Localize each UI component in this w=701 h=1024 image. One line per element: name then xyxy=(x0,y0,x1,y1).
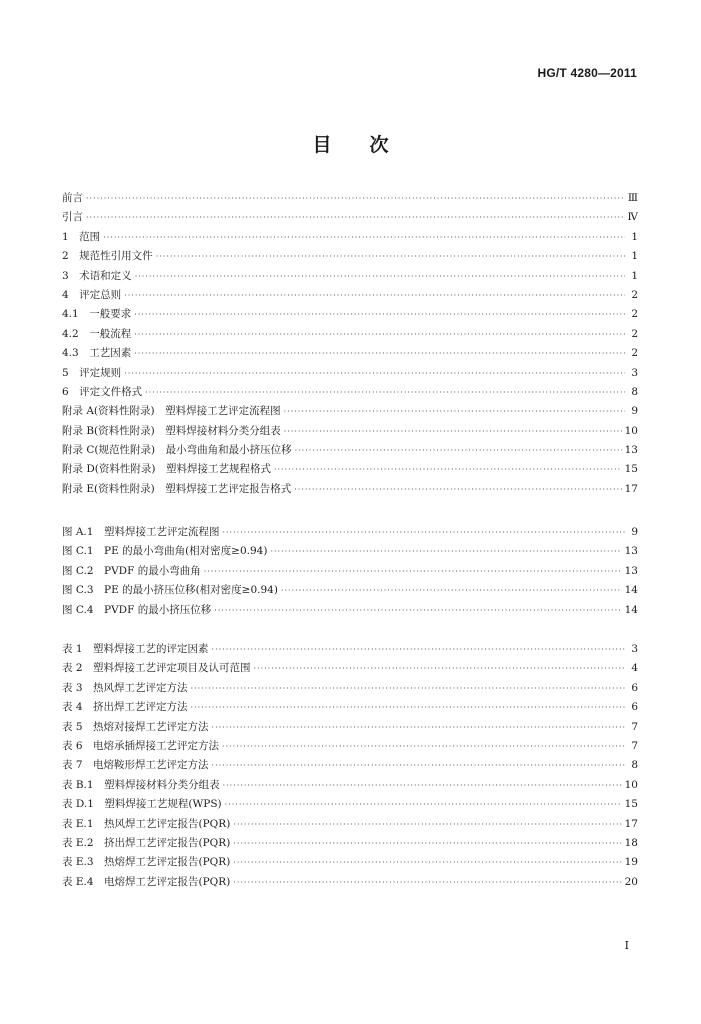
dot-leader xyxy=(281,586,622,595)
dot-leader xyxy=(233,839,621,848)
toc-entry xyxy=(62,835,638,854)
toc-entry xyxy=(62,524,638,543)
toc-entry-page: 7 xyxy=(631,720,638,733)
dot-leader xyxy=(204,567,622,576)
toc-entry xyxy=(62,190,638,209)
dot-leader xyxy=(124,369,625,378)
toc-entry-page: 9 xyxy=(631,405,638,418)
toc-entry-label: 附录 A(资料性附录) 塑料焊接工艺评定流程图 xyxy=(62,405,281,418)
standard-code: HG/T 4280—2011 xyxy=(537,66,637,80)
toc-entry-label: 图 C.4 PVDF 的最小挤压位移 xyxy=(62,603,212,616)
page-title: 目次 xyxy=(312,134,427,156)
dot-leader xyxy=(86,194,625,203)
toc-entry xyxy=(62,403,638,422)
toc-entry-label: 表 D.1 塑料焊接工艺规程(WPS) xyxy=(62,798,222,811)
toc-entry-page: 17 xyxy=(624,482,638,495)
toc-entry-page: 6 xyxy=(631,681,638,694)
toc-entry-page: 2 xyxy=(631,327,638,340)
page-number: I xyxy=(624,939,629,952)
toc-entry-page: 6 xyxy=(631,701,638,714)
toc-entry-page: 2 xyxy=(631,347,638,360)
toc-entry-label: 表 E.1 热风焊工艺评定报告(PQR) xyxy=(62,817,231,830)
dot-leader xyxy=(191,684,625,693)
toc-entry-page: 20 xyxy=(624,875,638,888)
toc-entry-page: 8 xyxy=(631,385,638,398)
toc-entry xyxy=(62,757,638,776)
toc-entry xyxy=(62,738,638,757)
toc-figures xyxy=(62,524,638,621)
toc-entry-page: 2 xyxy=(631,308,638,321)
toc-entry xyxy=(62,582,638,601)
toc-entry-label: 图 C.1 PE 的最小弯曲角(相对密度≥0.94) xyxy=(62,545,268,558)
toc-entry-page: 7 xyxy=(631,739,638,752)
toc-entry-page: 19 xyxy=(624,856,638,869)
dot-leader xyxy=(212,723,625,732)
toc-entry xyxy=(62,461,638,480)
toc-entry-label: 表 2 塑料焊接工艺评定项目及认可范围 xyxy=(62,662,251,675)
toc-entry-label: 附录 C(规范性附录) 最小弯曲角和最小挤压位移 xyxy=(62,444,292,457)
toc-entry-label: 1 范围 xyxy=(62,230,101,243)
toc-entry xyxy=(62,563,638,582)
toc-entry-page: Ⅲ xyxy=(627,192,638,204)
toc-entry-label: 6 评定文件格式 xyxy=(62,385,143,398)
toc-entry xyxy=(62,209,638,228)
toc-entry-label: 5 评定规则 xyxy=(62,366,122,379)
toc-entry xyxy=(62,641,638,660)
dot-leader xyxy=(270,547,621,556)
toc-entry xyxy=(62,854,638,873)
toc-entry xyxy=(62,777,638,796)
toc-entry xyxy=(62,816,638,835)
toc-tables xyxy=(62,641,638,893)
toc-entry-page: 13 xyxy=(624,564,638,577)
dot-leader xyxy=(134,349,625,358)
toc-entry xyxy=(62,481,638,500)
toc-entry xyxy=(62,423,638,442)
dot-leader xyxy=(212,761,625,770)
dot-leader xyxy=(233,820,621,829)
toc-entry-page: 15 xyxy=(624,798,638,811)
toc-entry-page: 13 xyxy=(624,545,638,558)
dot-leader xyxy=(225,800,622,809)
toc-entry-label: 表 4 挤出焊工艺评定方法 xyxy=(62,701,188,714)
toc-entry-page: 15 xyxy=(624,463,638,476)
toc-entry-page: Ⅳ xyxy=(627,211,638,224)
dot-leader xyxy=(214,606,621,615)
dot-leader xyxy=(212,645,625,654)
toc-entry xyxy=(62,268,638,287)
dot-leader xyxy=(145,388,625,397)
toc-entry-label: 附录 D(资料性附录) 塑料焊接工艺规程格式 xyxy=(62,463,271,476)
toc-entry-label: 4.3 工艺因素 xyxy=(62,347,132,360)
toc-entry-page: 1 xyxy=(631,250,638,263)
toc-entry-label: 表 7 电熔鞍形焊工艺评定方法 xyxy=(62,759,209,772)
dot-leader xyxy=(134,330,625,339)
toc-entry-page: 14 xyxy=(624,584,638,597)
toc-entry-page: 8 xyxy=(631,759,638,772)
toc-entry xyxy=(62,306,638,325)
toc-entry-label: 4.2 一般流程 xyxy=(62,327,132,340)
toc-entry-page: 4 xyxy=(631,662,638,675)
toc-entry-label: 附录 E(资料性附录) 塑料焊接工艺评定报告格式 xyxy=(62,482,292,495)
toc-entry-label: 图 C.2 PVDF 的最小弯曲角 xyxy=(62,564,201,577)
toc-entry xyxy=(62,602,638,621)
dot-leader xyxy=(233,858,621,867)
dot-leader xyxy=(284,427,622,436)
toc-entry-page: 14 xyxy=(624,603,638,616)
toc-entry-page: 3 xyxy=(631,366,638,379)
toc-entry-page: 1 xyxy=(631,269,638,282)
toc-entry-label: 4.1 一般要求 xyxy=(62,308,132,321)
toc-entry-label: 表 3 热风焊工艺评定方法 xyxy=(62,681,188,694)
toc-entry-label: 表 5 热熔对接焊工艺评定方法 xyxy=(62,720,209,733)
toc-entry xyxy=(62,543,638,562)
toc-entry-label: 表 1 塑料焊接工艺的评定因素 xyxy=(62,643,209,655)
toc-entry xyxy=(62,680,638,699)
toc-entry xyxy=(62,345,638,364)
toc-entry xyxy=(62,699,638,718)
toc-entry-page: 1 xyxy=(631,230,638,243)
toc-entry-label: 表 B.1 塑料焊接材料分类分组表 xyxy=(62,778,220,791)
dot-leader xyxy=(156,252,625,261)
toc-entry-page: 13 xyxy=(624,444,638,457)
toc-entry-label: 附录 B(资料性附录) 塑料焊接材料分类分组表 xyxy=(62,424,281,437)
toc-entry-label: 表 E.3 热熔焊工艺评定报告(PQR) xyxy=(62,856,231,869)
toc-entry-label: 4 评定总则 xyxy=(62,288,122,301)
toc-entry xyxy=(62,442,638,461)
toc-entry xyxy=(62,229,638,248)
toc-entry-page: 18 xyxy=(624,836,638,849)
toc-entry xyxy=(62,660,638,679)
toc-entry-label: 3 术语和定义 xyxy=(62,269,132,282)
dot-leader xyxy=(103,233,625,242)
toc-entry xyxy=(62,719,638,738)
dot-leader xyxy=(223,781,622,790)
toc-entry-label: 前言 xyxy=(62,192,83,204)
dot-leader xyxy=(222,528,625,537)
dot-leader xyxy=(86,213,625,222)
dot-leader xyxy=(295,446,622,455)
toc-entry-page: 10 xyxy=(624,424,638,437)
dot-leader xyxy=(124,291,625,300)
toc-entry-page: 10 xyxy=(624,778,638,791)
toc-entry xyxy=(62,365,638,384)
toc-entry-label: 2 规范性引用文件 xyxy=(62,250,153,263)
toc-entry-label: 表 E.2 挤出焊工艺评定报告(PQR) xyxy=(62,836,231,849)
toc-entry xyxy=(62,287,638,306)
toc-entry-page: 2 xyxy=(631,288,638,301)
toc-entry-label: 引言 xyxy=(62,211,83,224)
toc-entry-label: 图 C.3 PE 的最小挤压位移(相对密度≥0.94) xyxy=(62,584,278,597)
toc-entry-label: 表 6 电熔承插焊接工艺评定方法 xyxy=(62,739,220,752)
dot-leader xyxy=(233,878,621,887)
toc-entry xyxy=(62,874,638,893)
toc-entry-label: 表 E.4 电熔焊工艺评定报告(PQR) xyxy=(62,875,231,888)
toc-sections xyxy=(62,190,638,500)
toc-entry-page: 3 xyxy=(631,643,638,655)
toc-entry xyxy=(62,384,638,403)
dot-leader xyxy=(134,310,625,319)
toc-entry xyxy=(62,248,638,267)
dot-leader xyxy=(191,703,625,712)
toc-entry xyxy=(62,326,638,345)
dot-leader xyxy=(284,407,625,416)
dot-leader xyxy=(222,742,625,751)
dot-leader xyxy=(274,465,622,474)
dot-leader xyxy=(254,664,625,673)
toc-entry-label: 图 A.1 塑料焊接工艺评定流程图 xyxy=(62,526,220,538)
dot-leader xyxy=(135,272,625,281)
toc-entry-page: 9 xyxy=(631,526,638,538)
dot-leader xyxy=(294,485,621,494)
toc-entry xyxy=(62,796,638,815)
toc-entry-page: 17 xyxy=(624,817,638,830)
